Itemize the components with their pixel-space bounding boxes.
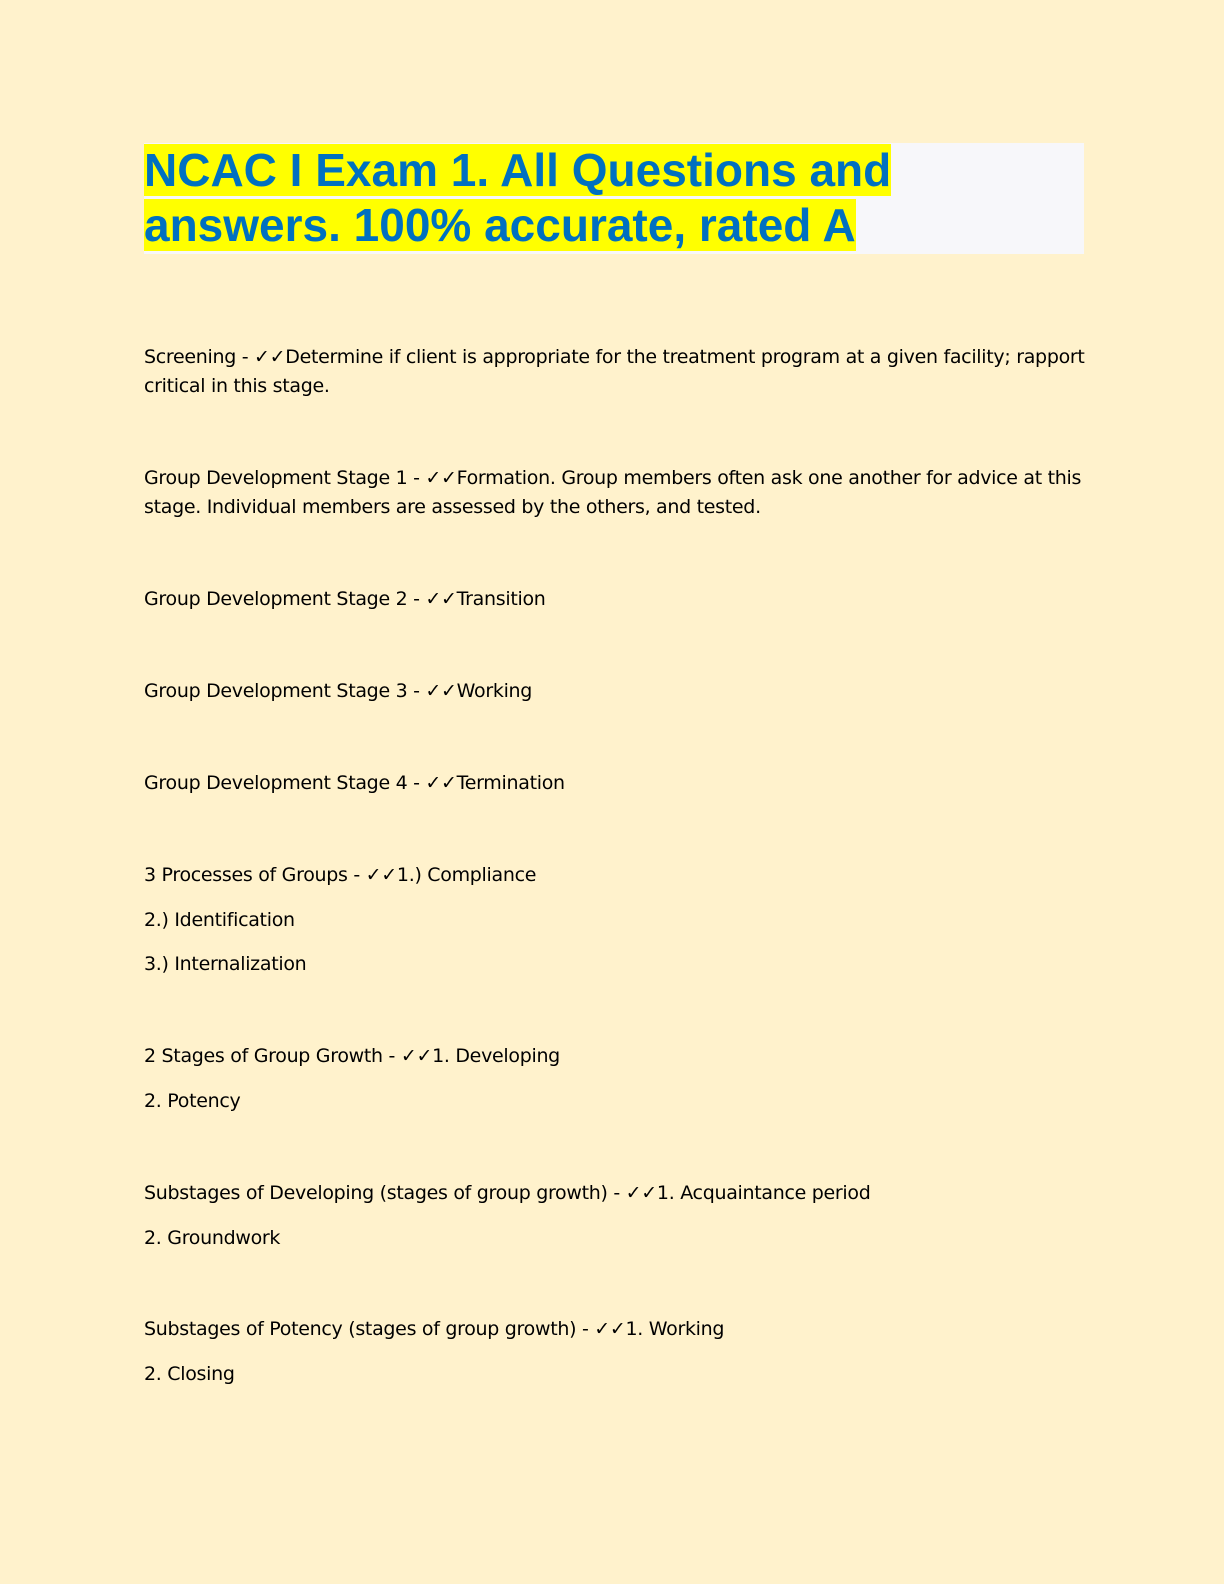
double-check-icon: ✓✓ xyxy=(425,588,457,610)
qa-entry-substages-developing xyxy=(144,1179,1074,1208)
question-term: Group Development Stage 1 - xyxy=(144,467,426,489)
title-line-2: answers. 100% accurate, rated A xyxy=(144,199,856,251)
answer-list-item: 2. Potency xyxy=(144,1090,241,1112)
double-check-icon: ✓✓ xyxy=(254,346,286,368)
double-check-icon: ✓✓ xyxy=(365,864,397,886)
qa-entry-stage-4 xyxy=(144,769,1074,798)
double-check-icon: ✓✓ xyxy=(425,772,457,794)
answer-list-item: 2. Groundwork xyxy=(144,1227,281,1249)
double-check-icon: ✓✓ xyxy=(400,1045,433,1067)
double-check-icon: ✓✓ xyxy=(425,467,457,489)
double-check-icon: ✓✓ xyxy=(425,680,457,702)
answer-text: 1. Acquaintance period xyxy=(656,1182,871,1204)
question-term: Group Development Stage 3 - xyxy=(144,680,426,702)
answer-list-item: 2. Closing xyxy=(144,1363,235,1385)
answer-continuation: stage. Individual members are assessed by the others, and tested. xyxy=(144,496,761,518)
answer-text: Working xyxy=(456,680,533,702)
answer-text: Transition xyxy=(456,588,546,610)
answer-list-item: 2.) Identification xyxy=(144,909,295,931)
answer-list-item: 3.) Internalization xyxy=(144,953,307,975)
question-term: Substages of Developing (stages of group growth) - xyxy=(144,1182,626,1204)
qa-entry-stage-3 xyxy=(144,677,1074,706)
qa-entry-group-growth xyxy=(144,1042,1074,1071)
answer-text: 1.) Compliance xyxy=(396,864,537,886)
question-term: Group Development Stage 4 - xyxy=(144,772,426,794)
qa-entry-substages-potency xyxy=(144,1315,1074,1344)
answer-text: 1. Working xyxy=(625,1318,725,1340)
qa-entry-stage-2 xyxy=(144,585,1074,614)
qa-entry-stage-1 xyxy=(144,464,1082,493)
double-check-icon: ✓✓ xyxy=(625,1182,657,1204)
answer-continuation: critical in this stage. xyxy=(144,375,330,397)
qa-entry-screening xyxy=(144,343,1085,372)
answer-text: Formation. Group members often ask one another for advice at this xyxy=(456,467,1082,489)
double-check-icon: ✓✓ xyxy=(594,1318,626,1340)
qa-entry-processes xyxy=(144,861,1074,890)
answer-text: Determine if client is appropriate for the treatment program at a given facility; rapport xyxy=(285,346,1085,368)
question-term: Substages of Potency (stages of group growth) - xyxy=(144,1318,595,1340)
answer-text: Termination xyxy=(456,772,565,794)
title-line-1: NCAC I Exam 1. All Questions and xyxy=(144,144,892,196)
document-title xyxy=(144,143,944,253)
question-term: Screening - xyxy=(144,346,255,368)
question-term: Group Development Stage 2 - xyxy=(144,588,426,610)
answer-text: 1. Developing xyxy=(432,1045,560,1067)
question-term: 3 Processes of Groups - xyxy=(144,864,366,886)
question-term: 2 Stages of Group Growth - xyxy=(144,1045,401,1067)
